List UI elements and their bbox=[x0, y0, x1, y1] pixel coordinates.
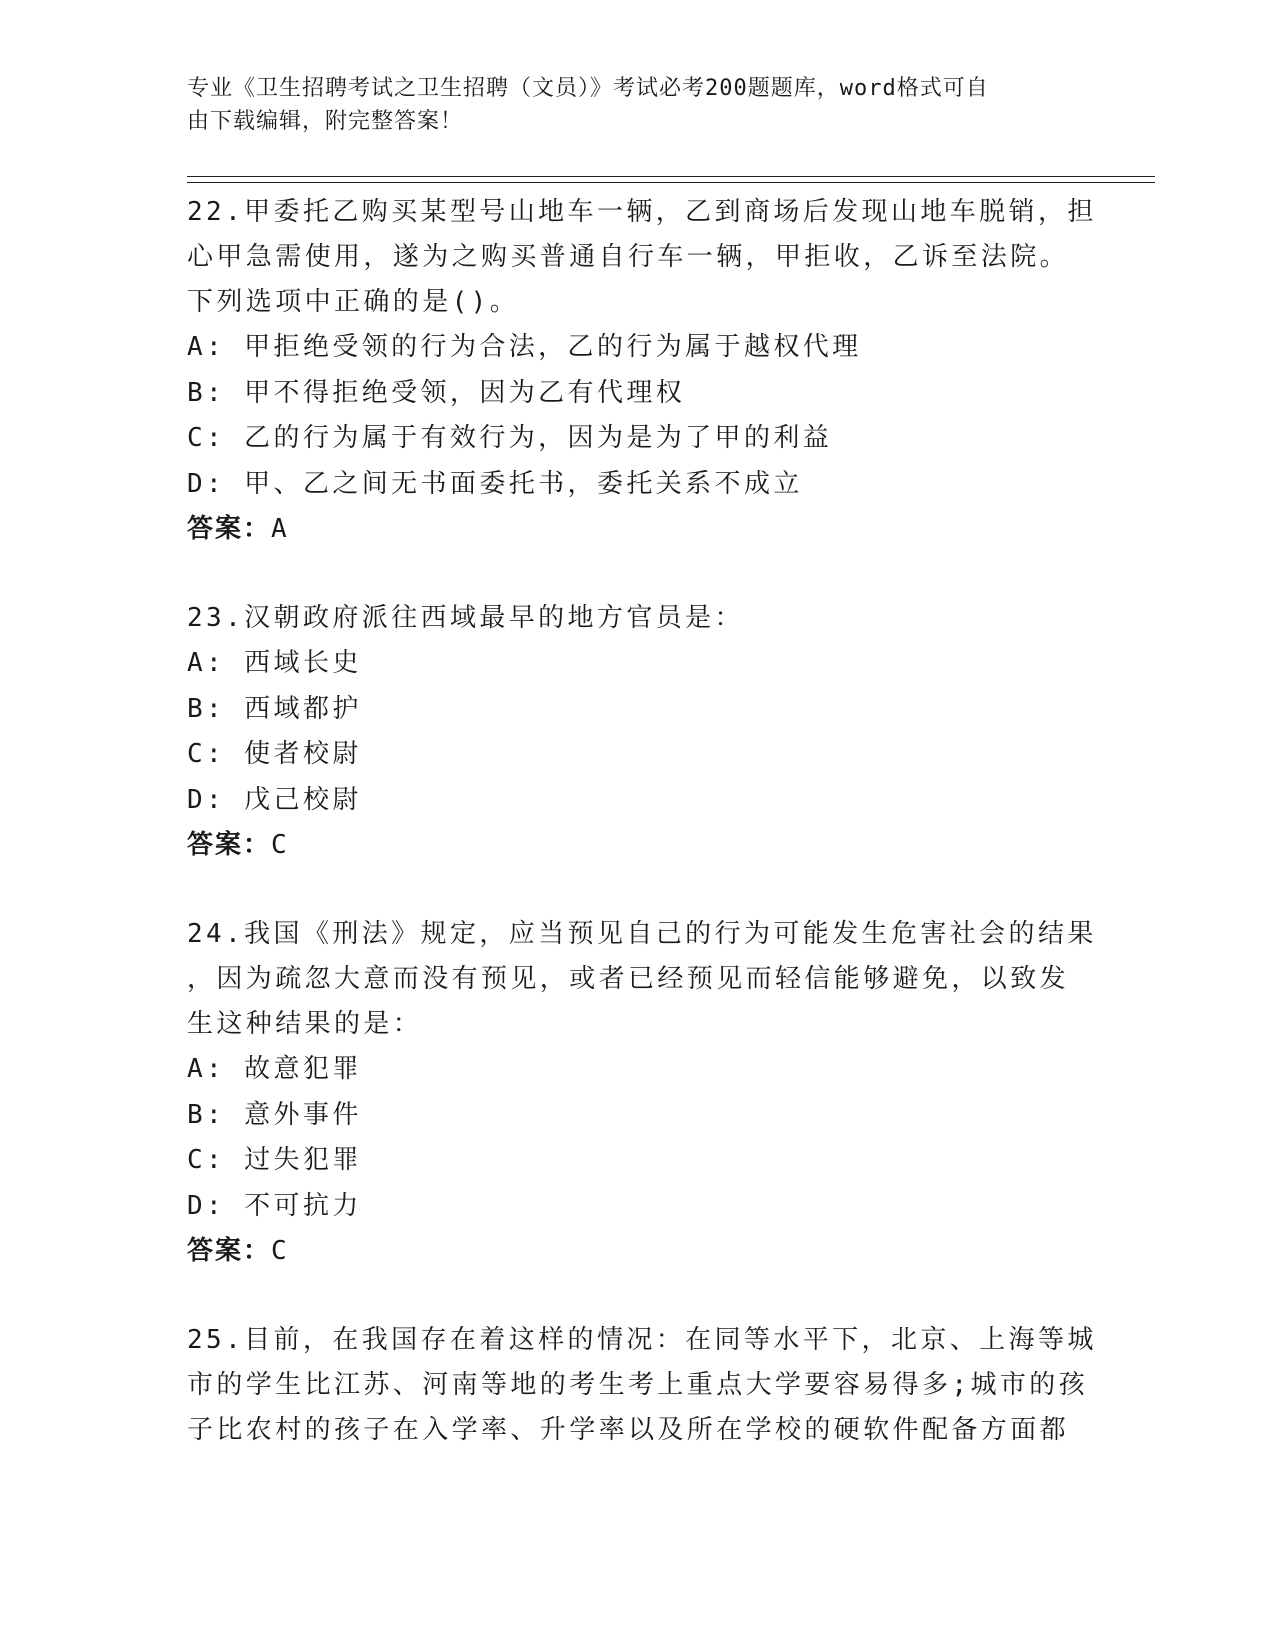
option-b: B: 西域都护 bbox=[187, 693, 362, 724]
header-divider-top bbox=[187, 176, 1155, 177]
answer-label: 答案： bbox=[187, 514, 272, 544]
answer bbox=[187, 507, 1107, 552]
option-a: A: 甲拒绝受领的行为合法，乙的行为属于越权代理 bbox=[187, 332, 862, 362]
question-25 bbox=[187, 1318, 1107, 1453]
answer-label: 答案： bbox=[187, 1236, 272, 1266]
option-d: D: 甲、乙之间无书面委托书，委托关系不成立 bbox=[187, 468, 803, 499]
option-c: C: 乙的行为属于有效行为，因为是为了甲的利益 bbox=[187, 423, 833, 453]
question-stem-line: 23.汉朝政府派往西域最早的地方官员是： bbox=[187, 603, 744, 633]
document-header bbox=[187, 72, 1067, 138]
option-b: B: 意外事件 bbox=[187, 1099, 362, 1130]
answer-value: C bbox=[271, 830, 289, 860]
question-23 bbox=[187, 596, 1107, 868]
option-c: C: 使者校尉 bbox=[187, 739, 362, 769]
answer bbox=[187, 823, 1107, 868]
question-stem-line: 22.甲委托乙购买某型号山地车一辆，乙到商场后发现山地车脱销，担 bbox=[187, 197, 1097, 227]
option-c: C: 过失犯罪 bbox=[187, 1145, 362, 1175]
answer-label: 答案： bbox=[187, 830, 272, 860]
question-stem-line: 下列选项中正确的是()。 bbox=[187, 287, 520, 317]
question-stem-line: 25.目前，在我国存在着这样的情况：在同等水平下，北京、上海等城 bbox=[187, 1325, 1097, 1355]
question-stem-line: 24.我国《刑法》规定，应当预见自己的行为可能发生危害社会的结果 bbox=[187, 919, 1097, 949]
option-d: D: 戊己校尉 bbox=[187, 784, 362, 815]
option-d: D: 不可抗力 bbox=[187, 1190, 362, 1221]
answer-value: A bbox=[271, 514, 289, 544]
question-stem-line: 心甲急需使用，遂为之购买普通自行车一辆，甲拒收，乙诉至法院。 bbox=[187, 242, 1070, 272]
question-24 bbox=[187, 912, 1107, 1274]
header-line-2: 由下载编辑，附完整答案！ bbox=[187, 109, 464, 134]
option-a: A: 西域长史 bbox=[187, 648, 362, 678]
header-divider-bottom bbox=[187, 182, 1155, 183]
question-stem-line: ，因为疏忽大意而没有预见，或者已经预见而轻信能够避免，以致发 bbox=[187, 964, 1070, 994]
question-stem-line: 市的学生比江苏、河南等地的考生考上重点大学要容易得多;城市的孩 bbox=[187, 1370, 1089, 1400]
question-list bbox=[187, 190, 1107, 1497]
question-stem-line: 生这种结果的是： bbox=[187, 1009, 423, 1039]
option-b: B: 甲不得拒绝受领，因为乙有代理权 bbox=[187, 377, 686, 408]
option-a: A: 故意犯罪 bbox=[187, 1054, 362, 1084]
header-line-1: 专业《卫生招聘考试之卫生招聘（文员）》考试必考200题题库，word格式可自 bbox=[187, 76, 989, 101]
answer bbox=[187, 1229, 1107, 1274]
question-stem-line: 子比农村的孩子在入学率、升学率以及所在学校的硬软件配备方面都 bbox=[187, 1415, 1070, 1445]
question-22 bbox=[187, 190, 1107, 552]
answer-value: C bbox=[271, 1236, 289, 1266]
